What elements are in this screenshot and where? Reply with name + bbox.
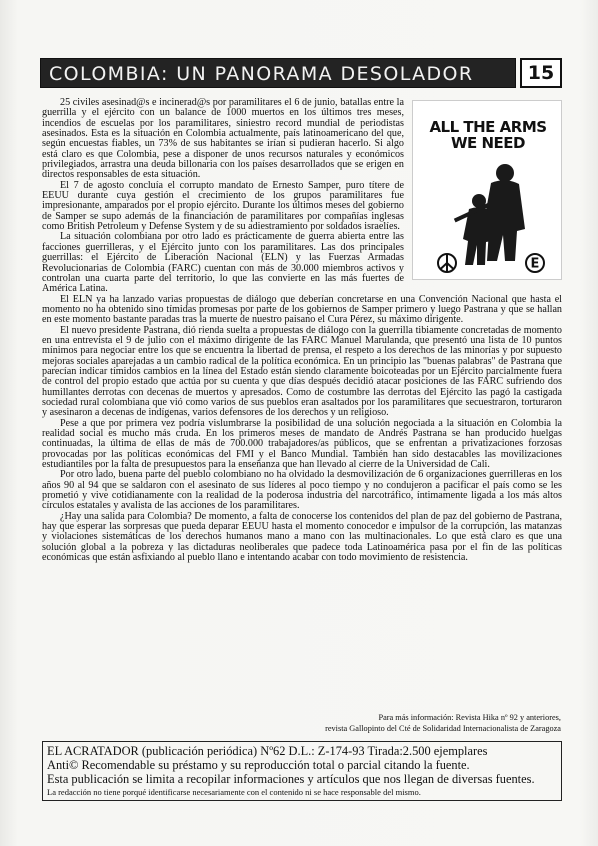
page-number: 15: [520, 58, 562, 88]
footer-line: Esta publicación se limita a recopilar informaciones y artículos que nos llegan de diversas fuentes.: [47, 772, 535, 787]
paragraph: Por otro lado, buena parte del pueblo colombiano no ha olvidado la desmovilización de 6 organizaciones guerrilleras en los años 90 al 94 que se saldaron con el asesinato de sus líderes al poco tiempo y no condujeron a pacificar el país como se les prometió y vive cotidianamente con la realidad de la poderosa industria del narcotráfico, íntimamente ligada a los más altos círculos estatales y avalista de las acciones de los paramilitares.: [42, 469, 562, 512]
paragraph: 25 civiles asesinad@s e incinerad@s por paramilitares el 6 de junio, batallas entre la guerrilla y el ejército con un balance de 1000 muertos en los últimos tres meses, incendios de escuelas por los paramilitares, siniestro record mundial de periodistas asesinados. Esta es la situación en Colombia actualmente, país latinoamericano del que, según encuestas fiables, un 73% de sus habitantes se irían si pudieran hacerlo. Si algo está claro es que Colombia, pese a disponer de unos recursos naturales y económicos privilegiados, arrastra una deuda billonaria con los países desarrollados que se erigen en directos responsables de esta situación.: [42, 97, 404, 181]
peace-symbol-icon: [438, 254, 456, 272]
credit-line: revista Gallopinto del Cté de Solidaridad Internacionalista de Zaragoza: [325, 723, 561, 733]
paragraph: ¿Hay una salida para Colombia? De momento, a falta de conocerse los contenidos del plan de paz del gobierno de Pastrana, hay que esperar las sorpresas que pueda deparar EEUU hasta el momento conocedor e impulsor de la corrupción, las matanzas y violaciones sistemáticas de los derechos humanos mano a mano con las multinacionales. Lo que está claro es que una solución global a la pobreza y las dictaduras neoliberales que padece toda Latinoamérica pasa por el fin de las políticas económicas que están asfixiando al pueblo llano e intentando acabar con todo movimiento de resistencia.: [42, 510, 562, 564]
paragraph: Pese a que por primera vez podría vislumbrarse la posibilidad de una solución negociada a la situación en Colombia la realidad social es mucho más cruda. En los primeros meses de mandato de Andrés Pastrana se han producido huelgas continuadas, la última de ellas de más de 700.000 trabajadores/as públicos, que se enfrentan a privatizaciones forzosas provocadas por las políticas económicas del FMI y el Banco Mundial. También han sido destacables las movilizaciones estudiantiles por la falta de presupuestos para la enseñanza que han llevado al cierre de la Universidad de Cali.: [42, 417, 562, 471]
poster-slogan: ALL THE ARMS WE NEED: [429, 118, 547, 152]
footer-line: Anti© Recomendable su préstamo y su reproducción total o parcial citando la fuente.: [47, 758, 470, 773]
svg-text:E: E: [530, 256, 540, 272]
poster-image: [412, 100, 562, 280]
paragraph: El 7 de agosto concluía el corrupto mandato de Ernesto Samper, puro títere de EEUU durante cuya gestión el crecimiento de los grupos paramilitares fue impresionante, amparados por el propio ejército. Durante los últimos meses del gobierno de Samper se supo además de la financiación de paramilitares por compañías inglesas como British Petroleum y Defense System y de su adiestramiento por soldados israelíes.: [42, 179, 404, 233]
footer-disclaimer: La redacción no tiene porqué identificarse necesariamente con el contenido ni se hace responsable del mismo.: [47, 786, 421, 797]
credit-line: Para más información: Revista Hika nº 92 y anteriores,: [378, 713, 561, 722]
header: [40, 58, 562, 88]
article-body: [42, 98, 562, 563]
source-credit: [325, 713, 561, 734]
footer-line: EL ACRATADOR (publicación periódica) Nº62 D.L.: Z-174-93 Tirada:2.500 ejemplares: [47, 744, 488, 758]
poster-illustration: [413, 151, 562, 280]
article-title: COLOMBIA: UN PANORAMA DESOLADOR: [40, 58, 516, 88]
paragraph: El nuevo presidente Pastrana, dió rienda suelta a propuestas de diálogo con la guerrilla tibiamente concretadas de momento en una entrevista el 9 de julio con el máximo dirigente de las FARC Manuel Marulanda, que presentó una lista de 10 puntos mínimos para negociar entre los que se encuentra la libertad de prensa, el respeto a los derechos de las minorías y por supuesto mejoras sociales aparejadas a un cambio radical de la política económica. En un principio las "buenas palabras" de Pastrana que parecían indicar tímidos cambios en la línea del Estado están siendo claramente boicoteadas por un Ejército parcialmente fuera de control del propio estado que actúa por su cuenta y que días después decidió atacar posiciones de las FARC sufriendo dos humillantes derrotas con decenas de muertos y apresados. Como de costumbre las derrotas del Ejército las pagó la castigada sociedad rural colombiana que vió como varios de sus pueblos eran asaltados por los paramilitares que secuestraron, torturaron y asesinaron a decenas de indígenas, varios defensores de los derechos y un religioso.: [42, 324, 562, 419]
circled-e-icon: [526, 254, 544, 272]
publication-footer: [42, 741, 562, 801]
paragraph: La situación colombiana por otro lado es prácticamente de guerra abierta entre las facciones guerrilleras, y el Ejército junto con los paramilitares. Las dos principales guerrillas: el Ejército de Liberación Nacional (ELN) y las Fuerzas Armadas Revolucionarias de Colombia (FARC) cuentan con más de 30.000 miembros activos y controlan una cuarta parte del territorio, lo que las convierte en las más fuertes de América Latina.: [42, 231, 404, 295]
paragraph: El ELN ya ha lanzado varias propuestas de diálogo que deberían concretarse en una Convención Nacional que hasta el momento no ha obtenido sino tímidas promesas por parte de los gobiernos de Samper primero y luego Pastrana y que se hallan en este momento bastante paradas tras la muerte de nuestro paisano el Cura Pérez, su máximo dirigente.: [42, 293, 562, 326]
